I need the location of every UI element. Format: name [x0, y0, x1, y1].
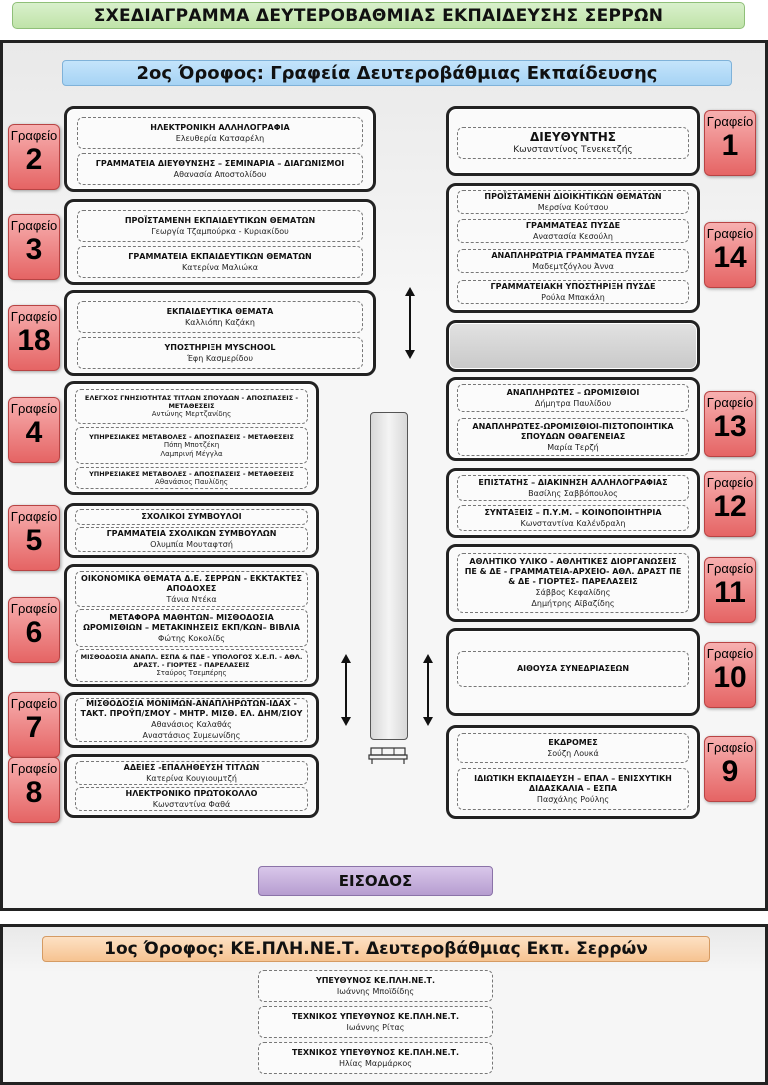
office-3-entry-1: ΠΡΟΪΣΤΑΜΕΝΗ ΕΚΠΑΙΔΕΥΤΙΚΩΝ ΘΕΜΑΤΩΝ Γεωργία Τζαμπούρκα - Κυριακίδου	[77, 210, 363, 242]
office-4-entry-2: ΥΠΗΡΕΣΙΑΚΕΣ ΜΕΤΑΒΟΛΕΣ - ΑΠΟΣΠΑΣΕΙΣ - ΜΕΤΑΘΕΣΕΙΣ Πόπη Μποτζέκη Λαμπρινή Μέγγλα	[75, 427, 308, 464]
empty-room	[446, 320, 700, 372]
office-6-entry-1: ΟΙΚΟΝΟΜΙΚΑ ΘΕΜΑΤΑ Δ.Ε. ΣΕΡΡΩΝ - ΕΚΚΤΑΚΤΕΣ ΑΠΟΔΟΧΕΣ Τάνια Ντέκα	[75, 571, 308, 607]
office-10-group	[446, 628, 700, 716]
office-6-entry-2: ΜΕΤΑΦΟΡΑ ΜΑΘΗΤΩΝ– ΜΙΣΘΟΔΟΣΙΑ ΩΡΟΜΙΣΘΙΩΝ – ΜΕΤΑΚΙΝΗΣΕΙΣ ΕΚΠ/ΚΩΝ– ΒΙΒΛΙΑ Φώτης Κοκολίδς	[75, 609, 308, 647]
office-13-label: Γραφείο 13	[704, 391, 756, 457]
page-title: ΣΧΕΔΙΑΓΡΑΜΜΑ ΔΕΥΤΕΡΟΒΑΘΜΙΑΣ ΕΚΠΑΙΔΕΥΣΗΣ ΣΕΡΡΩΝ	[12, 2, 745, 29]
office-13-entry-2: ΑΝΑΠΛΗΡΩΤΕΣ-ΩΡΟΜΙΣΘΙΟΙ-ΠΙΣΤΟΠΟΙΗΤΙΚΑ ΣΠΟΥΔΩΝ ΟΘΑΓΕΝΕΙΑΣ Μαρία Τερζή	[457, 418, 689, 456]
office-9-group	[446, 725, 700, 819]
office-9-label: Γραφείο 9	[704, 736, 756, 802]
office-13-entry-1: ΑΝΑΠΛΗΡΩΤΕΣ – ΩΡΟΜΙΣΘΙΟΙ Δήμητρα Παυλίδου	[457, 384, 689, 412]
office-11-entry-1: ΑΘΛΗΤΙΚΟ ΥΛΙΚΟ - ΑΘΛΗΤΙΚΕΣ ΔΙΟΡΓΑΝΩΣΕΙΣ ΠΕ & ΔΕ - ΓΡΑΜΜΑΤΕΙΑ-ΑΡΧΕΙΟ- ΑΘΛ. ΔΡΑΣΤ ΠΕ & ΔΕ - ΓΙΟΡΤΕΣ- ΠΑΡΕΛΑΣΕΙΣ Σάββος Κεφαλίδης Δημήτρης Αϊβαζίδης	[457, 553, 689, 613]
office-12-label: Γραφείο 12	[704, 471, 756, 537]
entrance-label: ΕΙΣΟΔΟΣ	[258, 866, 493, 896]
office-2-label: Γραφείο 2	[8, 124, 60, 190]
office-5-entry-2: ΓΡΑΜΜΑΤΕΙΑ ΣΧΟΛΙΚΩΝ ΣΥΜΒΟΥΛΩΝ Ολυμπία Μουταφτσή	[75, 527, 308, 552]
office-8-entry-2: ΗΛΕΚΤΡΟΝΙΚΟ ΠΡΩΤΟΚΟΛΛΟ Κωνσταντίνα Φαθά	[75, 787, 308, 811]
double-arrow-icon	[404, 287, 416, 359]
floor-1-title: 1ος Όροφος: ΚΕ.ΠΛΗ.ΝΕ.Τ. Δευτεροβάθμιας Εκπ. Σερρών	[42, 936, 710, 962]
double-arrow-icon	[340, 654, 352, 726]
office-1-entry-1: ΔΙΕΥΘΥΝΤΗΣ Κωνσταντίνος Τενεκετζής	[457, 127, 689, 159]
office-2-entry-1: ΗΛΕΚΤΡΟΝΙΚΗ ΑΛΛΗΛΟΓΡΑΦΙΑ Ελευθερία Κατσαρέλη	[77, 117, 363, 149]
office-9-entry-2: ΙΔΙΩΤΙΚΗ ΕΚΠΑΙΔΕΥΣΗ – ΕΠΑΛ – ΕΝΙΣΧΥΤΙΚΗ ΔΙΔΑΣΚΑΛΙΑ – ΕΣΠΑ Πασχάλης Ρούλης	[457, 768, 689, 810]
office-7-group	[64, 692, 319, 748]
office-8-group	[64, 754, 319, 818]
office-11-group	[446, 544, 700, 622]
office-4-group	[64, 381, 319, 495]
office-8-label: Γραφείο 8	[8, 757, 60, 823]
office-13-group	[446, 377, 700, 461]
office-5-group	[64, 503, 319, 558]
floor-1-entry-3: ΤΕΧΝΙΚΟΣ ΥΠΕΥΘΥΝΟΣ ΚΕ.ΠΛΗ.ΝΕ.Τ. Ηλίας Μαρμάρκος	[258, 1042, 493, 1074]
office-8-entry-1: ΑΔΕΙΕΣ -ΕΠΑΛΗΘΕΥΣΗ ΤΙΤΛΩΝ Κατερίνα Κουγιουμτζή	[75, 761, 308, 785]
office-18-entry-2: ΥΠΟΣΤΗΡΙΞΗ MYSCHOOL Έφη Κασμερίδου	[77, 337, 363, 369]
office-14-label: Γραφείο 14	[704, 222, 756, 288]
floor-1-entry-1: ΥΠΕΥΘΥΝΟΣ ΚΕ.ΠΛΗ.ΝΕ.Τ. Ιωάννης Μποϊδίδης	[258, 970, 493, 1002]
office-4-entry-1: ΕΛΕΓΧΟΣ ΓΝΗΣΙΟΤΗΤΑΣ ΤΙΤΛΩΝ ΣΠΟΥΔΩΝ - ΑΠΟΣΠΑΣΕΙΣ - ΜΕΤΑΘΕΣΕΙΣ Αντώνης Μερτζανίδης	[75, 389, 308, 424]
office-12-entry-1: ΕΠΙΣΤΑΤΗΣ – ΔΙΑΚΙΝΗΣΗ ΑΛΛΗΛΟΓΡΑΦΙΑΣ Βασίλης Σαββόπουλος	[457, 475, 689, 501]
office-10-label: Γραφείο 10	[704, 642, 756, 708]
office-5-entry-1: ΣΧΟΛΙΚΟΙ ΣΥΜΒΟΥΛΟΙ	[75, 509, 308, 525]
bench-icon	[368, 746, 408, 764]
office-18-group	[64, 290, 376, 376]
office-18-label: Γραφείο 18	[8, 305, 60, 371]
office-11-label: Γραφείο 11	[704, 557, 756, 623]
office-1-label: Γραφείο 1	[704, 110, 756, 176]
office-6-entry-3: ΜΙΣΘΟΔΟΣΙΑ ΑΝΑΠΛ. ΕΣΠΑ & ΠΔΕ - ΥΠΟΛΟΓΟΣ Χ.Ε.Π. - ΑΘΛ. ΔΡΑΣΤ. - ΓΙΟΡΤΕΣ - ΠΑΡΕΛΑΣΕΙΣ Σταύρος Τσεμπέρης	[75, 649, 308, 682]
office-7-entry-1: ΜΙΣΘΟΔΟΣΙΑ ΜΟΝΙΜΩΝ-ΑΝΑΠΛΗΡΩΤΩΝ-ΙΔΑΧ - ΤΑΚΤ. ΠΡΟΫΠ/ΣΜΟΥ - ΜΗΤΡ. ΜΙΣΘ. ΕΛ. ΔΗΜ/ΣΙΟΥ Αθανάσιος Καλαθάς Αναστάσιος Συμεωνίδης	[75, 698, 308, 742]
office-14-entry-2: ΓΡΑΜΜΑΤΕΑΣ ΠΥΣΔΕ Αναστασία Κεσούλη	[457, 219, 689, 243]
office-4-label: Γραφείο 4	[8, 397, 60, 463]
office-10-entry-1: ΑΙΘΟΥΣΑ ΣΥΝΕΔΡΙΑΣΕΩΝ	[457, 651, 689, 687]
office-18-entry-1: ΕΚΠΑΙΔΕΥΤΙΚΑ ΘΕΜΑΤΑ Καλλιόπη Καζάκη	[77, 301, 363, 333]
office-1-group	[446, 106, 700, 176]
office-12-entry-2: ΣΥΝΤΑΞΕΙΣ – Π.Υ.Μ. – ΚΟΙΝΟΠΟΙΗΤΗΡΙΑ Κωνσταντίνα Καλένδραλη	[457, 505, 689, 531]
office-2-group	[64, 106, 376, 192]
office-6-group	[64, 564, 319, 687]
office-14-entry-1: ΠΡΟΪΣΤΑΜΕΝΗ ΔΙΟΙΚΗΤΙΚΩΝ ΘΕΜΑΤΩΝ Μερσίνα Κούτσου	[457, 190, 689, 214]
office-3-group	[64, 199, 376, 285]
double-arrow-icon	[422, 654, 434, 726]
office-14-entry-4: ΓΡΑΜΜΑΤΕΙΑΚΗ ΥΠΟΣΤΗΡΙΞΗ ΠΥΣΔΕ Ρούλα Μπακάλη	[457, 280, 689, 304]
floor-2-title: 2ος Όροφος: Γραφεία Δευτεροβάθμιας Εκπαίδευσης	[62, 60, 732, 86]
office-12-group	[446, 468, 700, 538]
office-3-entry-2: ΓΡΑΜΜΑΤΕΙΑ ΕΚΠΑΙΔΕΥΤΙΚΩΝ ΘΕΜΑΤΩΝ Κατερίνα Μαλιώκα	[77, 246, 363, 278]
office-5-label: Γραφείο 5	[8, 505, 60, 571]
office-2-entry-2: ΓΡΑΜΜΑΤΕΙΑ ΔΙΕΥΘΥΝΣΗΣ – ΣΕΜΙΝΑΡΙΑ – ΔΙΑΓΩΝΙΣΜΟΙ Αθανασία Αποστολίδου	[77, 153, 363, 185]
office-4-entry-3: ΥΠΗΡΕΣΙΑΚΕΣ ΜΕΤΑΒΟΛΕΣ - ΑΠΟΣΠΑΣΕΙΣ - ΜΕΤΑΘΕΣΕΙΣ Αθανάσιος Παυλίδης	[75, 467, 308, 489]
office-7-label: Γραφείο 7	[8, 692, 60, 758]
office-6-label: Γραφείο 6	[8, 597, 60, 663]
floor-1-entry-2: ΤΕΧΝΙΚΟΣ ΥΠΕΥΘΥΝΟΣ ΚΕ.ΠΛΗ.ΝΕ.Τ. Ιωάννης Ρίτας	[258, 1006, 493, 1038]
office-14-group	[446, 183, 700, 313]
office-3-label: Γραφείο 3	[8, 214, 60, 280]
office-9-entry-1: ΕΚΔΡΟΜΕΣ Σούζη Λουκά	[457, 733, 689, 763]
corridor	[370, 412, 408, 740]
office-14-entry-3: ΑΝΑΠΛΗΡΩΤΡΙΑ ΓΡΑΜΜΑΤΕΑ ΠΥΣΔΕ Μαδεμτζόγλου Άννα	[457, 249, 689, 273]
